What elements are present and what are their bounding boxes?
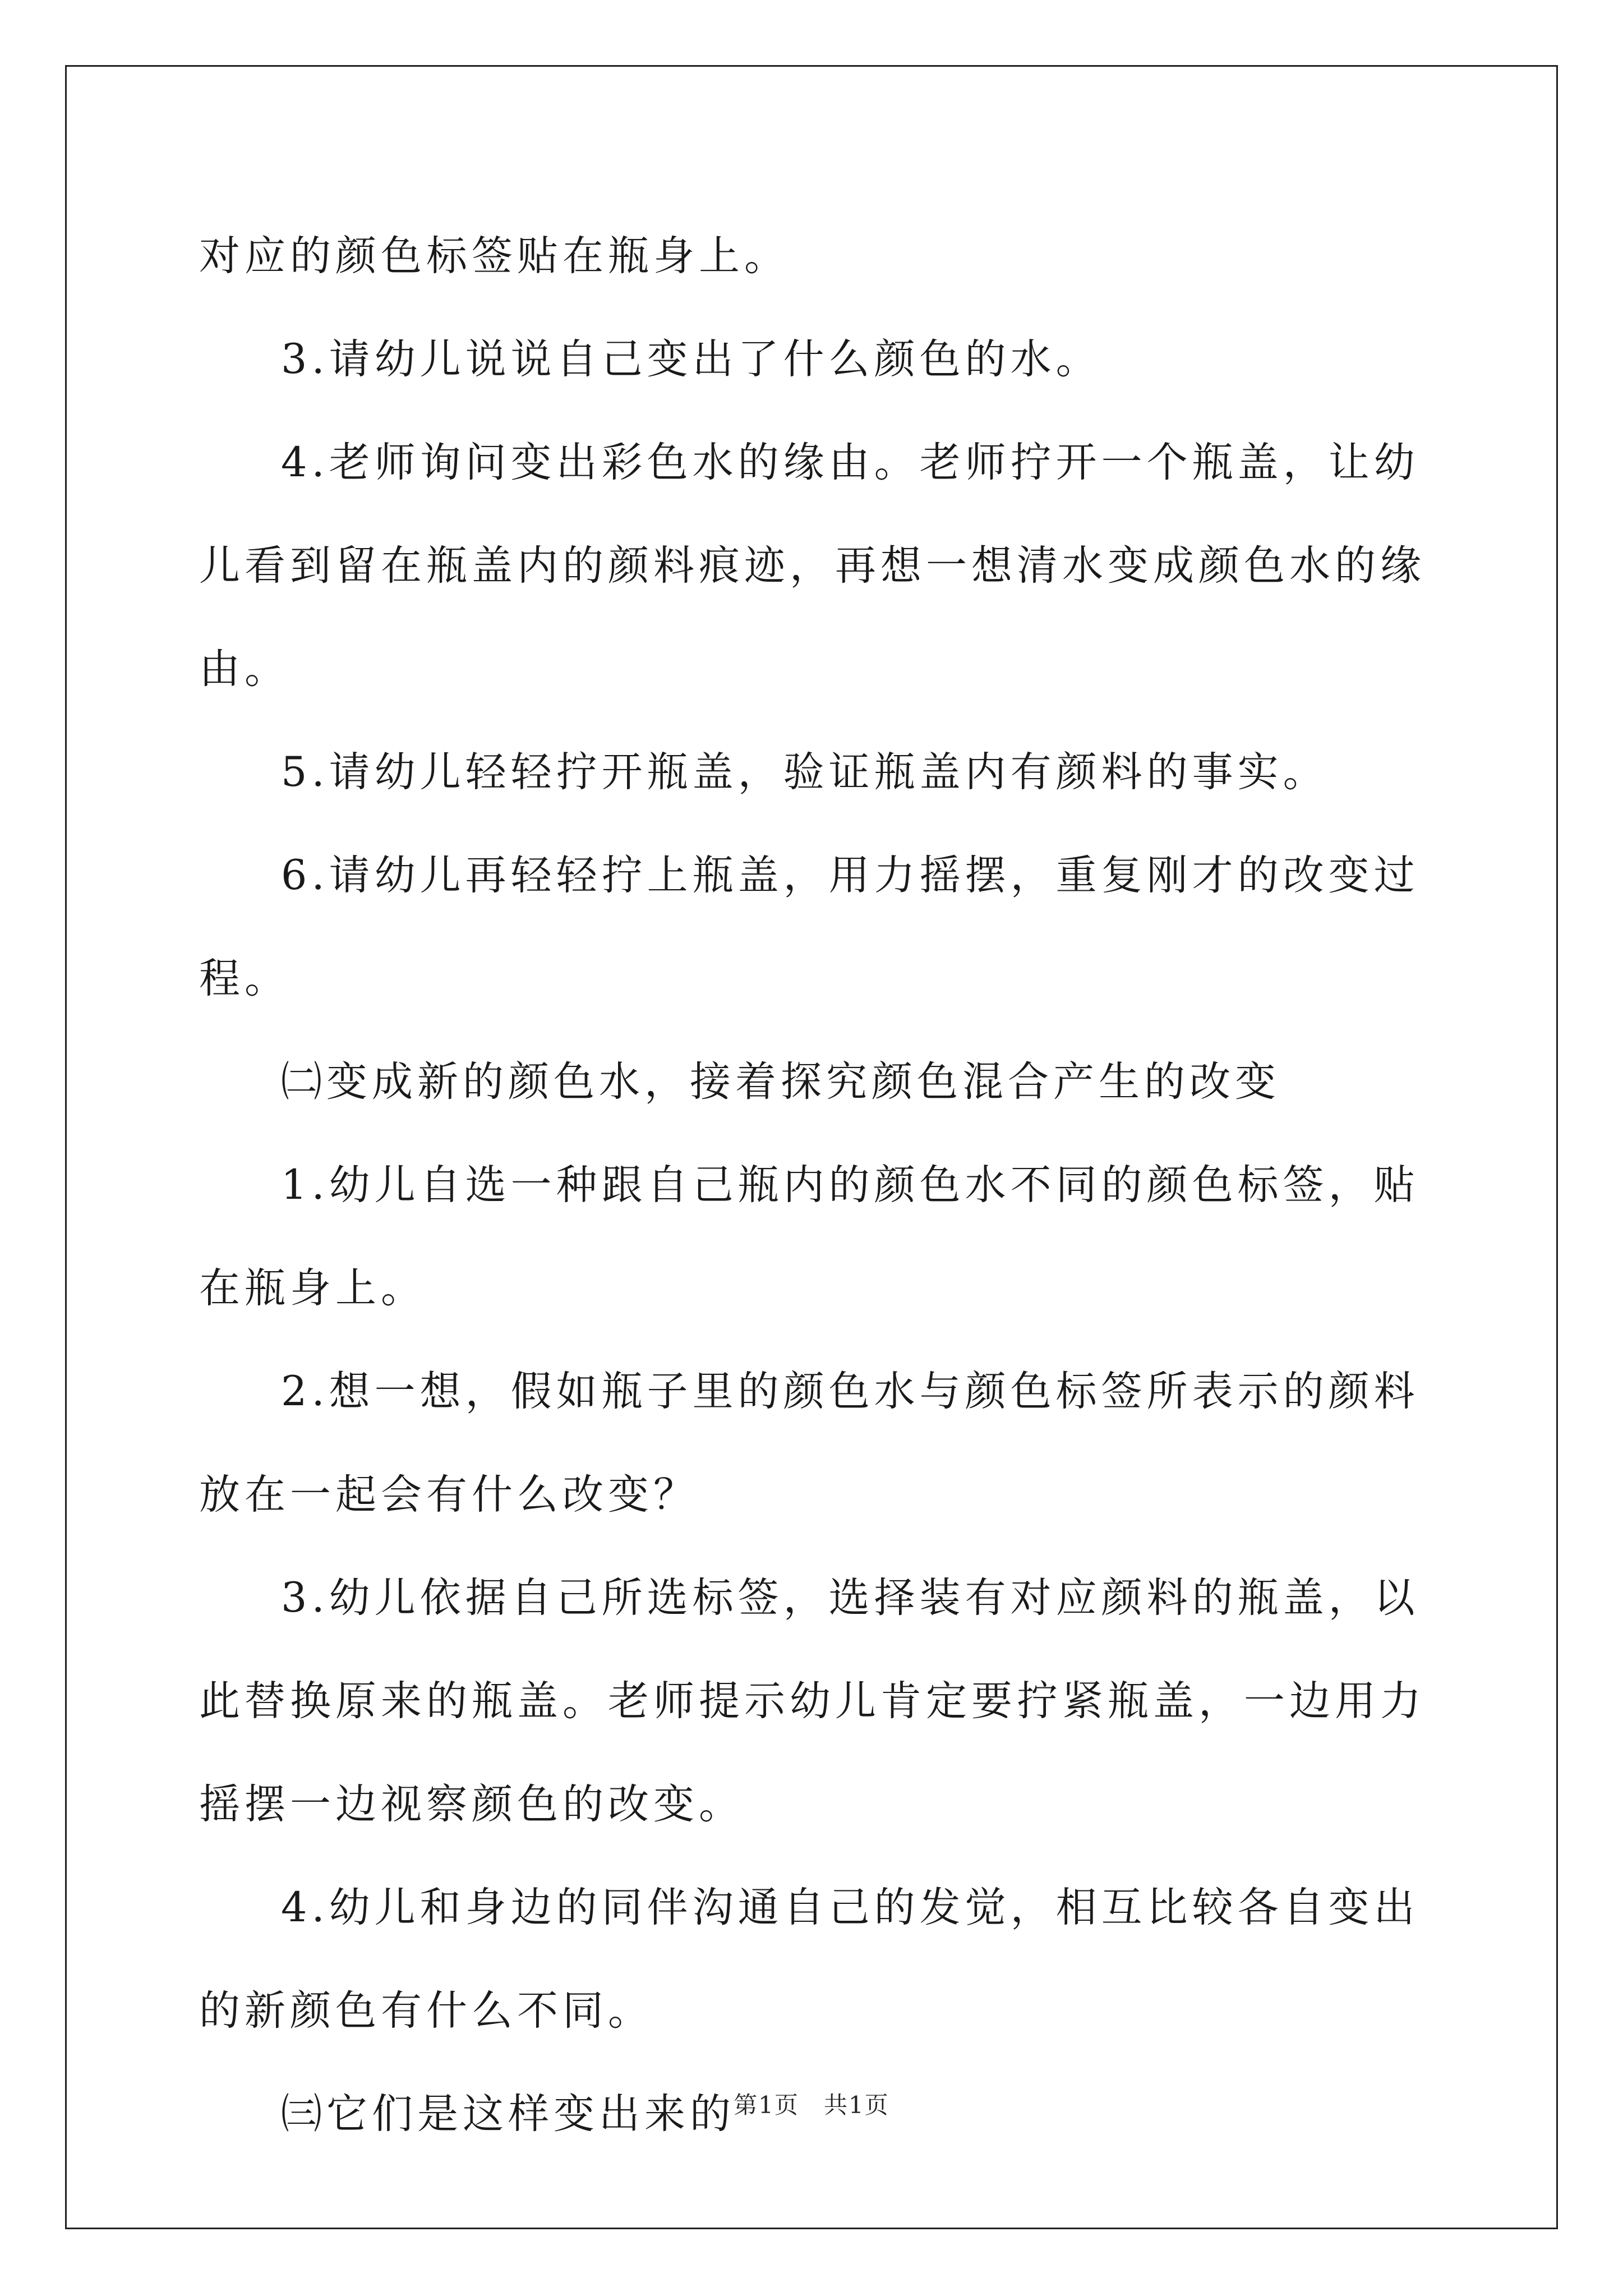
- paragraph: 6.请幼儿再轻轻拧上瓶盖，用力摇摆，重复刚才的改变过程。: [199, 852, 1419, 1002]
- paragraph: 4.老师询问变出彩色水的缘由。老师拧开一个瓶盖，让幼儿看到留在瓶盖内的颜料痕迹，再想一想清水变成颜色水的缘由。: [199, 439, 1426, 693]
- section-heading: ㈢它们是这样变出来的: [281, 2090, 735, 2138]
- document-body: [199, 205, 1427, 2166]
- paragraph: 3.请幼儿说说自己变出了什么颜色的水。: [281, 335, 1101, 383]
- paragraph: 2.想一想，假如瓶子里的颜色水与颜色标签所表示的颜料放在一起会有什么改变？: [199, 1368, 1419, 1519]
- section-heading: ㈡变成新的颜色水，接着探究颜色混合产生的改变: [281, 1058, 1280, 1106]
- paragraph: 对应的颜色标签贴在瓶身上。: [199, 232, 790, 280]
- paragraph: 3.幼儿依据自己所选标签，选择装有对应颜料的瓶盖，以此替换原来的瓶盖。老师提示幼儿肯定要拧紧瓶盖，一边用力摇摆一边视察颜色的改变。: [199, 1574, 1426, 1828]
- page-number: 第1页 共1页: [734, 2091, 889, 2119]
- paragraph: 4.幼儿和身边的同伴沟通自己的发觉，相互比较各自变出的新颜色有什么不同。: [199, 1884, 1419, 2035]
- paragraph: 5.请幼儿轻轻拧开瓶盖，验证瓶盖内有颜料的事实。: [281, 748, 1329, 796]
- paragraph: 1.幼儿自选一种跟自己瓶内的颜色水不同的颜色标签，贴在瓶身上。: [199, 1161, 1419, 1312]
